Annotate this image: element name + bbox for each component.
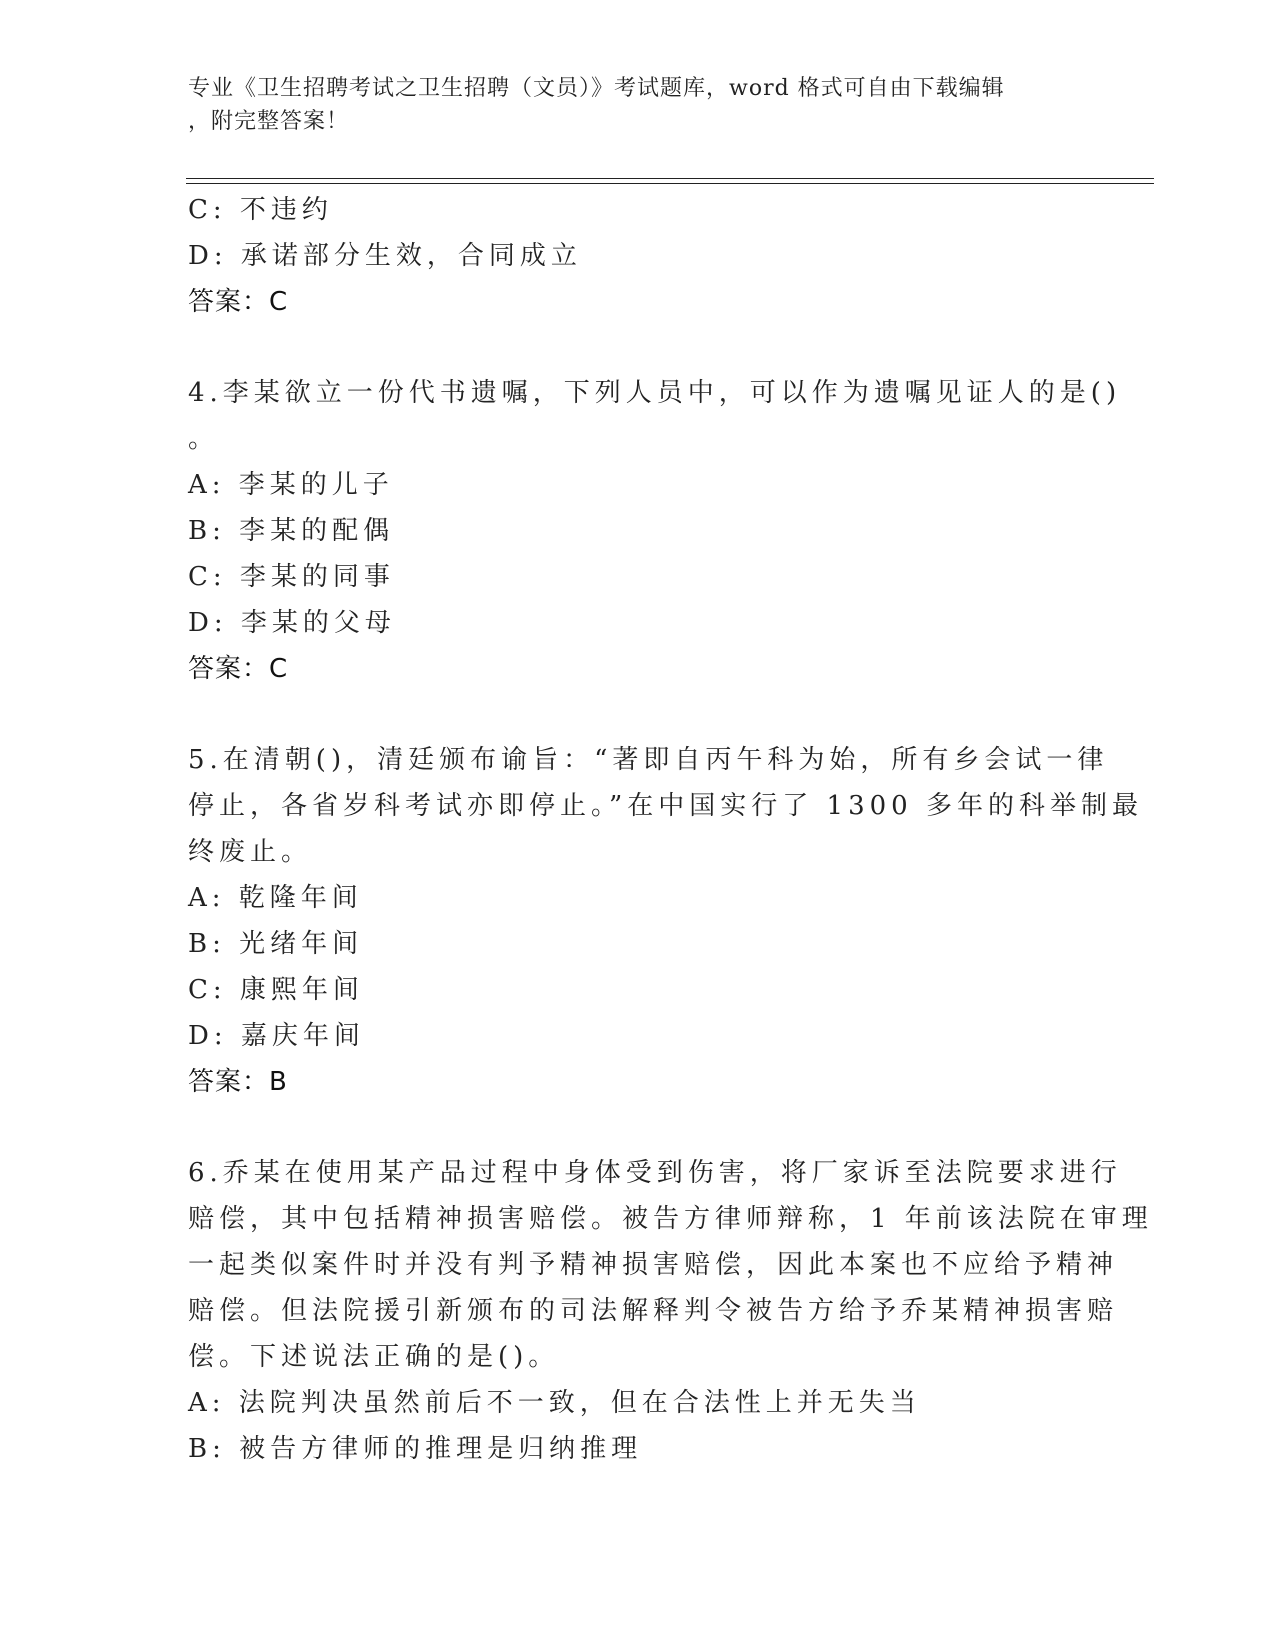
q5-option-d: D: 嘉庆年间	[188, 1021, 365, 1051]
spacer	[188, 325, 1088, 370]
q6-stem-line2: 赔偿，其中包括精神损害赔偿。被告方律师辩称，1 年前该法院在审理	[188, 1204, 1153, 1234]
question-5	[188, 737, 1143, 1105]
q6-stem-line4: 赔偿。但法院援引新颁布的司法解释判令被告方给予乔某精神损害赔	[188, 1296, 1119, 1326]
q6-stem-line1: 6.乔某在使用某产品过程中身体受到伤害，将厂家诉至法院要求进行	[188, 1158, 1122, 1188]
header-rule-top	[186, 178, 1154, 179]
question-3-tail	[188, 187, 1088, 325]
q6-option-a: A: 法院判决虽然前后不一致，但在合法性上并无失当	[188, 1388, 921, 1418]
q4-option-a: A: 李某的儿子	[188, 470, 394, 500]
header-title-line1: 专业《卫生招聘考试之卫生招聘（文员）》考试题库，word 格式可自由下载编辑	[188, 76, 1005, 101]
q5-stem-line1: 5.在清朝()，清廷颁布谕旨：“著即自丙午科为始，所有乡会试一律	[188, 745, 1109, 775]
header-title-line2: ，附完整答案！	[188, 109, 350, 134]
spacer	[188, 692, 1088, 737]
q4-option-b: B: 李某的配偶	[188, 516, 395, 546]
q6-stem-line5: 偿。下述说法正确的是()。	[188, 1342, 560, 1372]
document-header	[188, 72, 1068, 138]
q5-answer: 答案：B	[188, 1067, 288, 1097]
q4-stem-line1: 4.李某欲立一份代书遗嘱，下列人员中，可以作为遗嘱见证人的是()	[188, 378, 1122, 408]
q5-stem-line3: 终废止。	[188, 837, 313, 867]
question-4	[188, 370, 1122, 692]
q3-option-c: C: 不违约	[188, 195, 333, 225]
q6-option-b: B: 被告方律师的推理是归纳推理	[188, 1434, 643, 1464]
q5-option-a: A: 乾隆年间	[188, 883, 363, 913]
question-6	[188, 1150, 1153, 1472]
q5-stem-line2: 停止，各省岁科考试亦即停止。”在中国实行了 1300 多年的科举制最	[188, 791, 1143, 821]
q5-option-b: B: 光绪年间	[188, 929, 364, 959]
q4-option-c: C: 李某的同事	[188, 562, 395, 592]
q3-option-d: D: 承诺部分生效，合同成立	[188, 241, 582, 271]
q3-answer: 答案：C	[188, 287, 289, 317]
q5-option-c: C: 康熙年间	[188, 975, 364, 1005]
q4-option-d: D: 李某的父母	[188, 608, 396, 638]
q4-stem-line2: 。	[188, 424, 220, 454]
document-body	[188, 187, 1153, 1472]
spacer	[188, 1105, 1088, 1150]
q6-stem-line3: 一起类似案件时并没有判予精神损害赔偿，因此本案也不应给予精神	[188, 1250, 1119, 1280]
q4-answer: 答案：C	[188, 654, 289, 684]
header-rule-bottom	[186, 183, 1154, 184]
